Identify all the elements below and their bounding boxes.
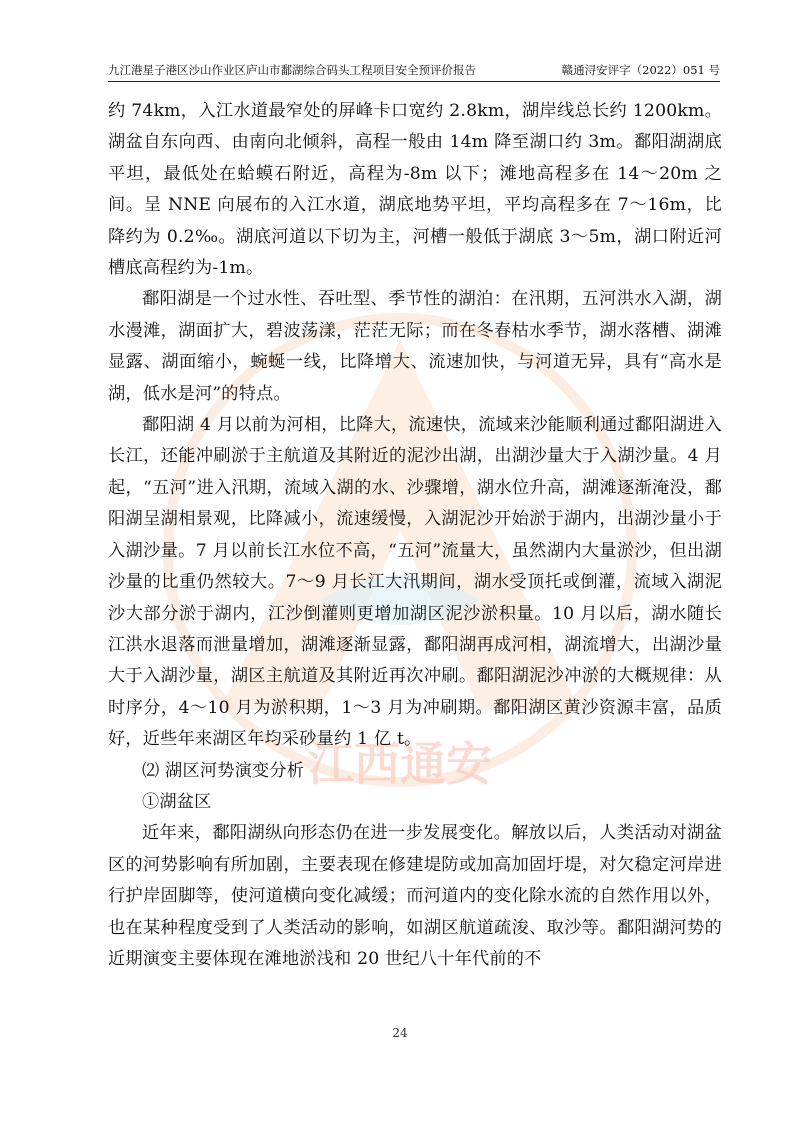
header-report-title: 九江港星子港区沙山作业区庐山市鄱湖综合码头工程项目安全预评价报告 [108, 63, 476, 77]
paragraph-2: 鄱阳湖是一个过水性、吞吐型、季节性的湖泊：在汛期，五河洪水入湖，湖水漫滩，湖面扩大，碧波荡漾，茫茫无际；而在冬春枯水季节，湖水落槽、湖滩显露、湖面缩小，蜿蜒一线，比降增大、流速加快，与河道无异，具有“高水是湖，低水是河”的特点。 [108, 289, 722, 404]
paragraph-4: 近年来，鄱阳湖纵向形态仍在进一步发展变化。解放以后，人类活动对湖盆区的河势影响有所加剧，主要表现在修建堤防或加高加固圩堤，对欠稳定河岸进行护岸固脚等，使河道横向变化减缓；而河道内的变化除水流的自然作用以外，也在某种程度受到了人类活动的影响，如湖区航道疏浚、取沙等。鄱阳湖河势的近期演变主要体现在滩地淤浅和 20 世纪八十年代前的不 [108, 823, 722, 969]
page-number: 24 [392, 1026, 408, 1040]
paragraph-3: 鄱阳湖 4 月以前为河相，比降大，流速快，流域来沙能顺利通过鄱阳湖进入长江，还能冲刷淤于主航道及其附近的泥沙出湖，出湖沙量大于入湖沙量。4 月起，“五河”进入汛期，流域入湖的水、沙骤增，湖水位升高，湖滩逐渐淹没，鄱阳湖呈湖相景观，比降减小，流速缓慢，入湖泥沙开始淤于湖内，出湖沙量小于入湖沙量。7 月以前长江水位不高，“五河”流量大，虽然湖内大量淤沙，但出湖沙量的比重仍然较大。7～9 月长江大汛期间，湖水受顶托或倒灌，流域入湖泥沙大部分淤于湖内，江沙倒灌则更增加湖区泥沙淤积量。10 月以后，湖水随长江洪水退落而泄量增加，湖滩逐渐显露，鄱阳湖再成河相，湖流增大，出湖沙量大于入湖沙量，湖区主航道及其附近再次冲刷。鄱阳湖泥沙冲淤的大概规律：从时序分，4～10 月为淤积期，1～3 月为冲刷期。鄱阳湖区黄沙资源丰富，品质好，近些年来湖区年均采砂量约 1 亿 t。 [108, 415, 722, 750]
header-document-number: 赣通浔安评字（2022）051 号 [561, 63, 720, 77]
section-heading: ⑵ 湖区河势演变分析 [142, 760, 305, 781]
watermark-text: 江西通安 [308, 737, 492, 791]
paragraph-1: 约 74km，入江水道最窄处的屏峰卡口宽约 2.8km，湖岸线总长约 1200km。湖盆自东向西、由南向北倾斜，高程一般由 14m 降至湖口约 3m。鄱阳湖湖底平坦，最低处在蛤蟆石附近，高程为-8m 以下；滩地高程多在 14～20m 之间。呈 NNE 向展布的入江水道，湖底地势平坦，平均高程多在 7～16m，比降约为 0.2‰。湖底河道以下切为主，河槽一般低于湖底 3～5m，湖口附近河槽底高程约为-1m。 [108, 101, 722, 279]
page-header [108, 62, 720, 82]
subsection-heading: ①湖盆区 [142, 791, 212, 812]
body-text [108, 96, 722, 975]
